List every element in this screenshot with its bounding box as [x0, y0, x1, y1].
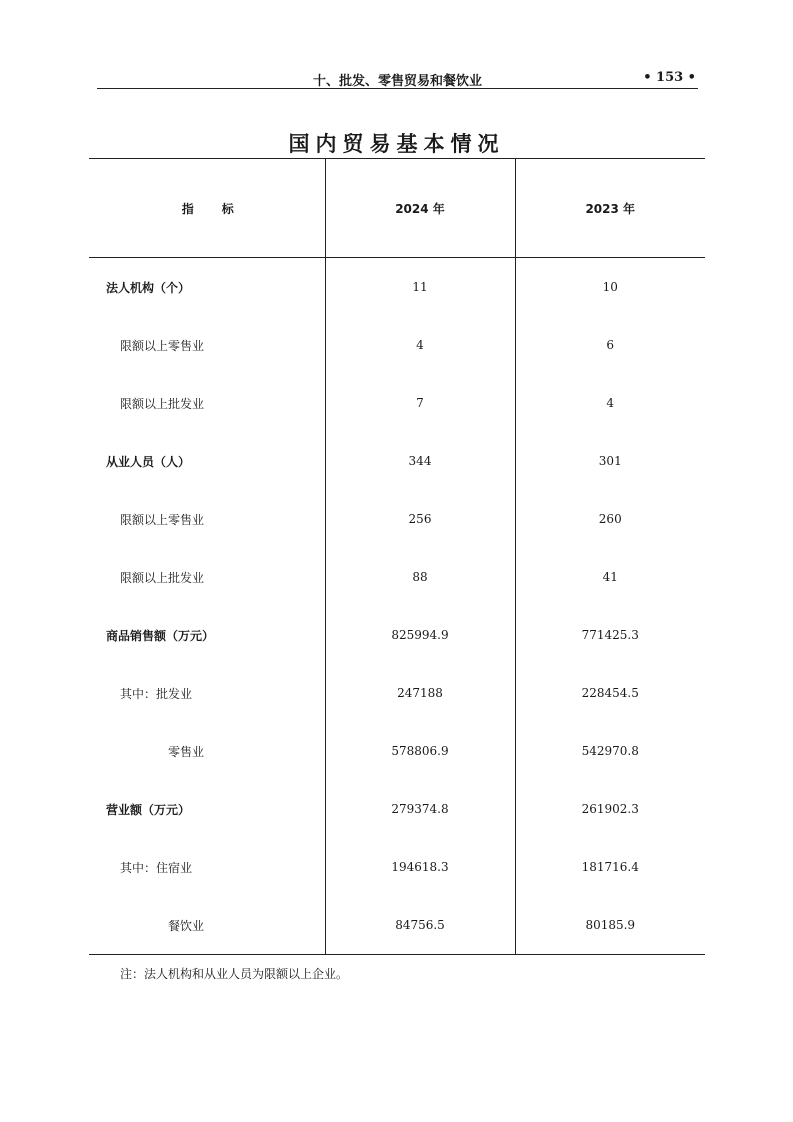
value-2024: 4 — [325, 316, 515, 374]
value-2024: 7 — [325, 374, 515, 432]
table-row — [89, 896, 705, 955]
row-label: 其中：批发业 — [120, 686, 193, 701]
row-label: 营业额（万元） — [106, 802, 191, 817]
value-2023: 771425.3 — [581, 628, 639, 642]
column-header-2024: 2024 年 — [325, 159, 515, 258]
value-2024: 84756.5 — [325, 896, 515, 955]
value-2023: 181716.4 — [581, 860, 639, 874]
data-table — [89, 158, 705, 955]
value-2023: 10 — [602, 280, 618, 294]
chapter-title: 十、批发、零售贸易和餐饮业 — [312, 74, 482, 89]
row-label: 零售业 — [168, 744, 205, 759]
table-row — [89, 258, 705, 317]
table-row — [89, 722, 705, 780]
table-row — [89, 490, 705, 548]
row-label: 其中：住宿业 — [120, 860, 193, 875]
value-2023: 80185.9 — [515, 896, 705, 955]
value-2023: 260 — [598, 512, 622, 526]
row-label: 从业人员（人） — [106, 454, 191, 469]
row-label: 商品销售额（万元） — [106, 628, 215, 643]
value-2023: 6 — [606, 338, 615, 352]
row-label: 限额以上零售业 — [120, 338, 205, 353]
footnote: 注：法人机构和从业人员为限额以上企业。 — [120, 967, 349, 981]
row-label: 限额以上批发业 — [120, 396, 205, 411]
value-2024: 256 — [325, 490, 515, 548]
row-label: 限额以上批发业 — [120, 570, 205, 585]
table-body — [89, 258, 705, 955]
value-2023: 542970.8 — [581, 744, 639, 758]
table-row — [89, 432, 705, 490]
table-row — [89, 374, 705, 432]
table-row — [89, 548, 705, 606]
value-2024: 247188 — [325, 664, 515, 722]
value-2024: 194618.3 — [325, 838, 515, 896]
column-header-indicator: 指标 — [89, 159, 325, 258]
table-title: 国内贸易基本情况 — [288, 131, 505, 156]
table-row — [89, 838, 705, 896]
row-label: 法人机构（个） — [106, 280, 191, 295]
table-row — [89, 780, 705, 838]
value-2023: 261902.3 — [581, 802, 639, 816]
table-header-row — [89, 159, 705, 258]
table-row — [89, 316, 705, 374]
value-2024: 279374.8 — [325, 780, 515, 838]
value-2024: 825994.9 — [325, 606, 515, 664]
value-2024: 88 — [325, 548, 515, 606]
value-2024: 11 — [325, 258, 515, 317]
running-header — [97, 62, 698, 89]
table-row — [89, 664, 705, 722]
value-2023: 228454.5 — [581, 686, 639, 700]
table-row — [89, 606, 705, 664]
value-2024: 344 — [325, 432, 515, 490]
data-table-container — [89, 158, 705, 955]
column-header-2023: 2023 年 — [515, 159, 705, 258]
value-2024: 578806.9 — [325, 722, 515, 780]
page-number: • 153 • — [643, 70, 696, 85]
row-label: 限额以上零售业 — [120, 512, 205, 527]
value-2023: 4 — [606, 396, 615, 410]
row-label: 餐饮业 — [89, 896, 325, 955]
value-2023: 41 — [602, 570, 618, 584]
value-2023: 301 — [598, 454, 622, 468]
